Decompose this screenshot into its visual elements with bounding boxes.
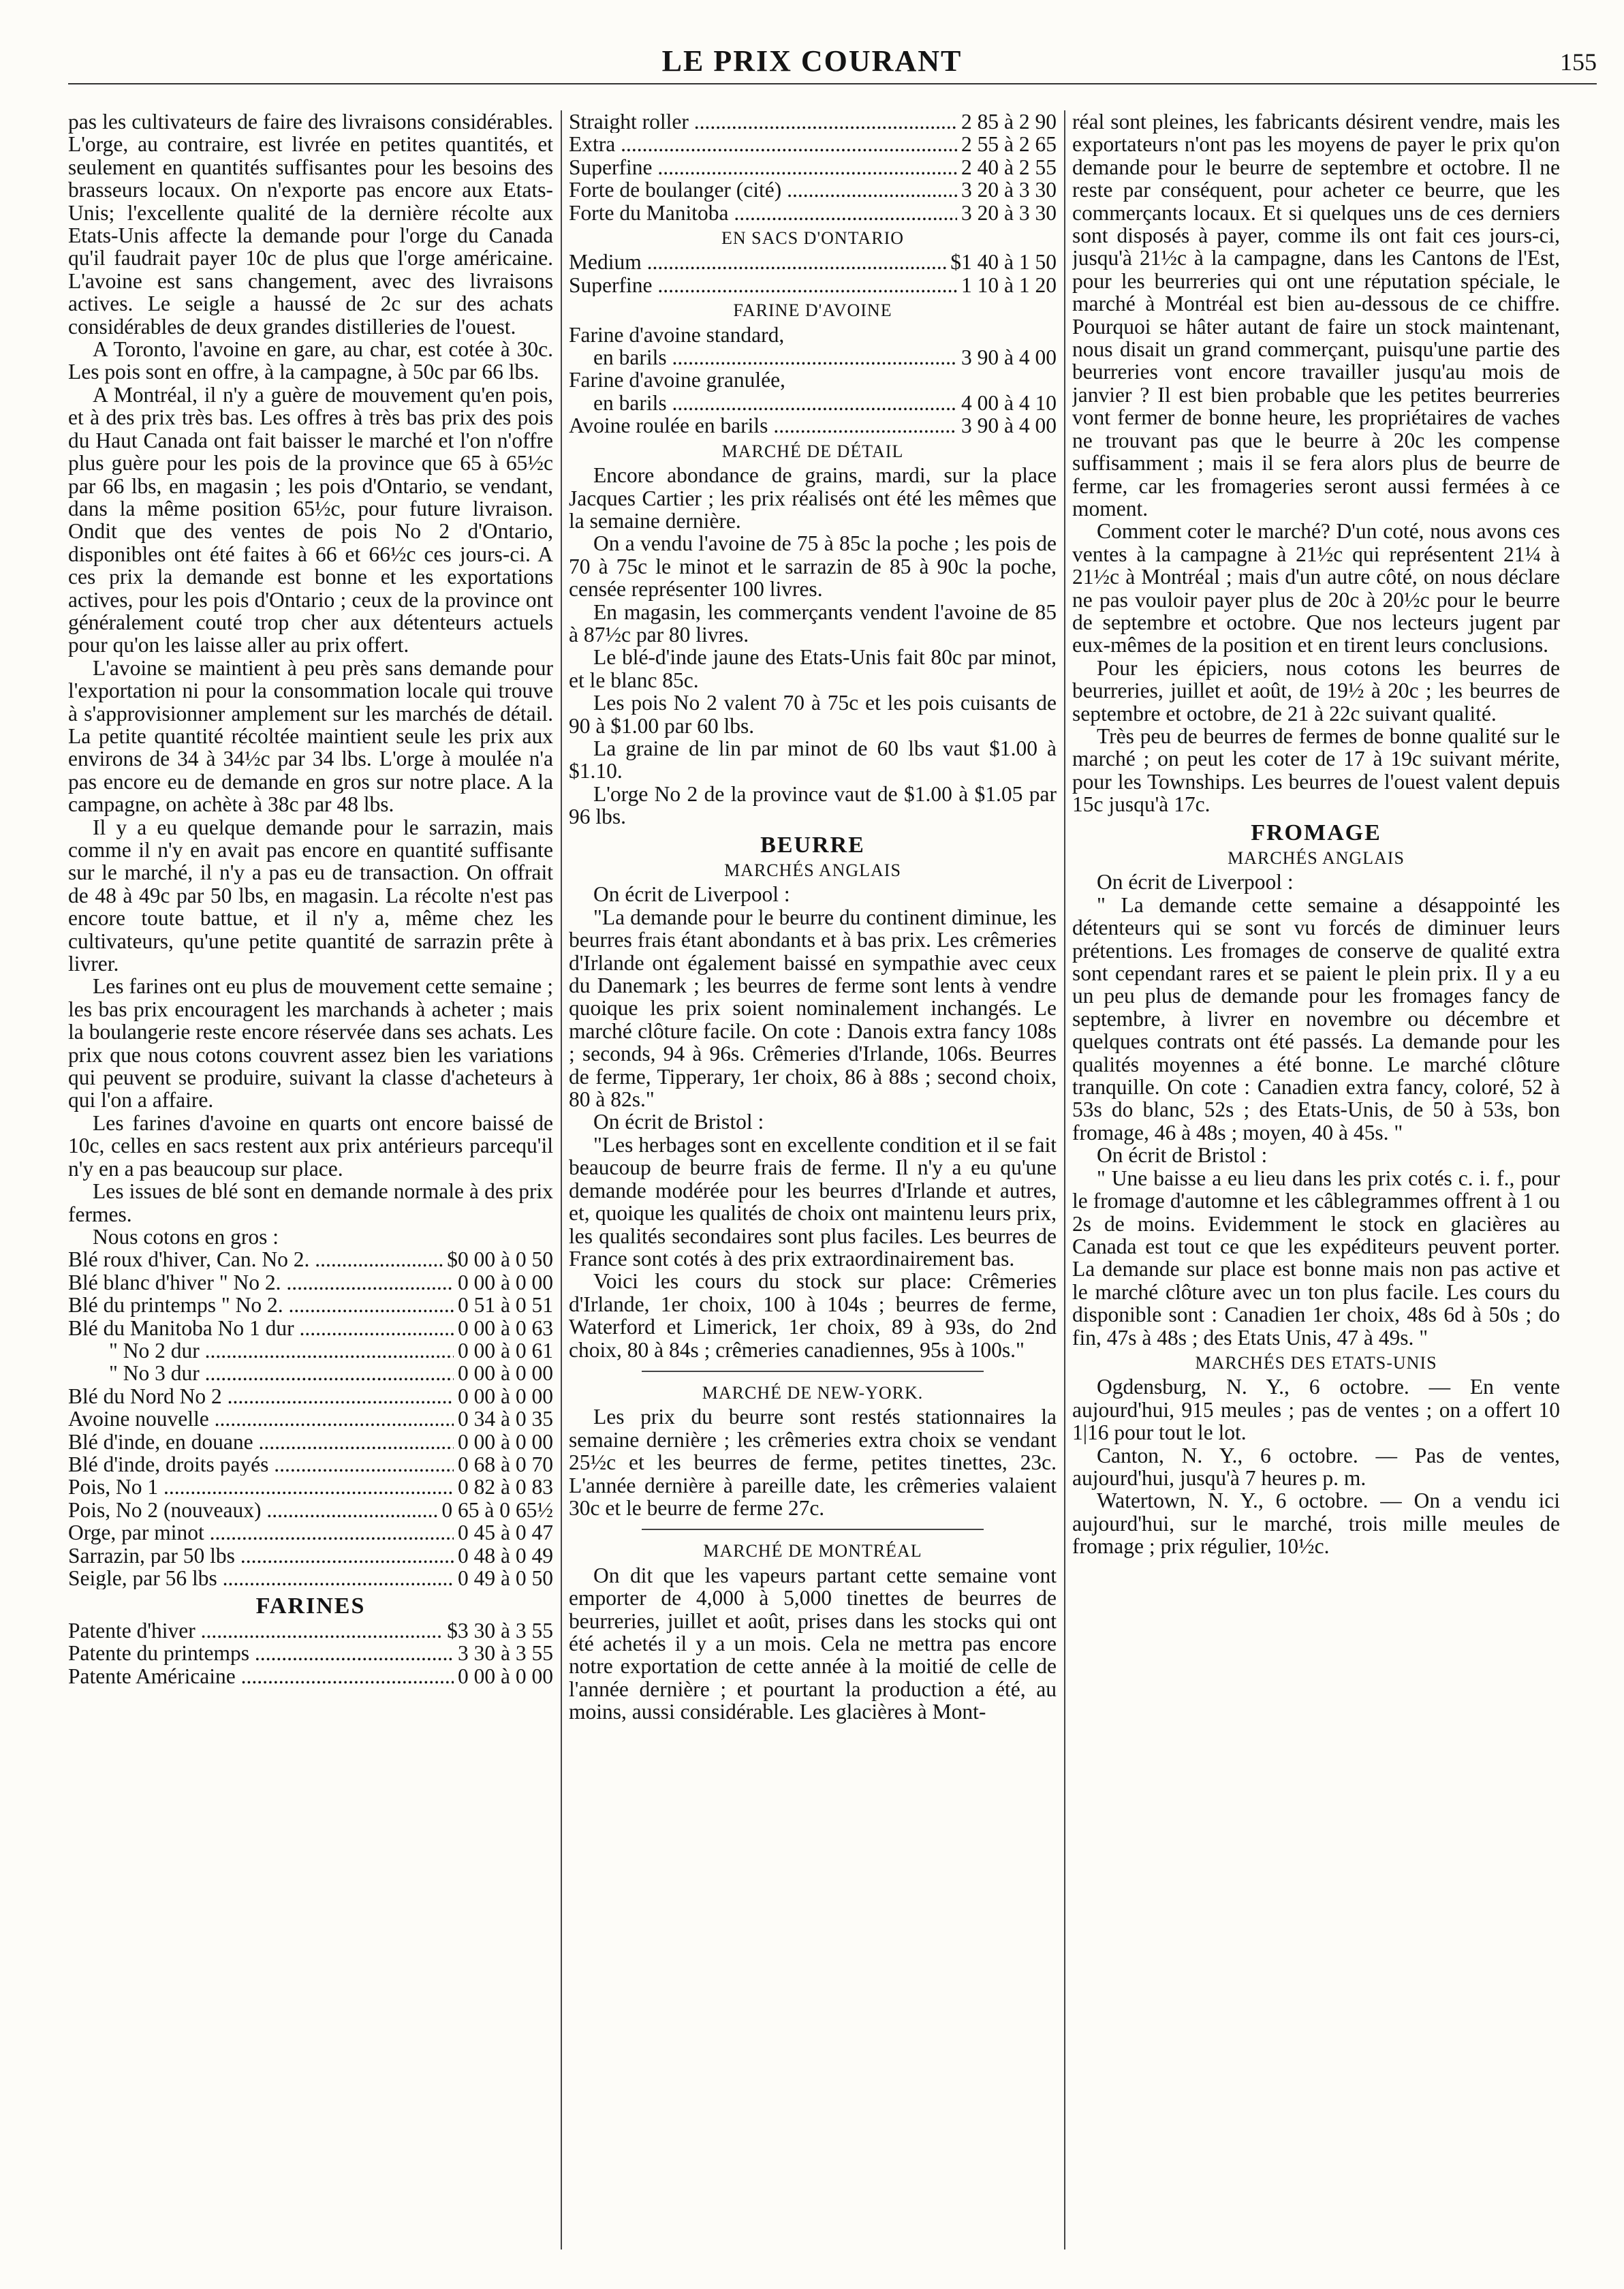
paragraph: Les farines d'avoine en quarts ont encore baissé de 10c, celles en sacs restent aux prix antérieurs parcequ'il n'y en a pas beaucoup sur place. xyxy=(68,1110,553,1181)
paragraph: pas les cultivateurs de faire des livraisons considérables. L'orge, au contraire, est livrée en petites quantités, et seulement en quantités suffisantes pour les besoins des brasseurs locaux. On n'exporte pas encore aux Etats-Unis; l'excellente qualité de la dernière récolte aux Etats-Unis affecte la demande pour l'orge du Canada qu'il faudrait payer 10c de plus que l'orge américaine. L'avoine est sans changement, avec des livraisons actives. Le seigle a haussé de 2c sur des achats considérables de deux grandes distilleries de l'ouest. xyxy=(68,110,553,339)
paragraph: L'orge No 2 de la province vaut de $1.00 à $1.05 par 96 lbs. xyxy=(569,781,1057,829)
price-row: Extra ..... 2 55 à 2 65 xyxy=(569,133,1057,155)
price-row: Avoine roulée en barils ..... 3 90 à 4 00 xyxy=(569,414,1057,437)
paragraph: Encore abondance de grains, mardi, sur la place Jacques Cartier ; les prix réalisés ont été les mêmes que la semaine dernière. xyxy=(569,463,1057,533)
price-row: Forte de boulanger (cité) ..... 3 20 à 3 30 xyxy=(569,178,1057,201)
price-row: Blé d'inde, en douane ..... 0 00 à 0 00 xyxy=(68,1431,553,1453)
price-row: Seigle, par 56 lbs ..... 0 49 à 0 50 xyxy=(68,1567,553,1589)
price-row: Medium ..... $1 40 à 1 50 xyxy=(569,251,1057,273)
paragraph: Ogdensburg, N. Y., 6 octobre. — En vente aujourd'hui, 915 meules ; pas de ventes ; on a offert 10 1|16 pour tout le lot. xyxy=(1072,1375,1560,1445)
paragraph: La graine de lin par minot de 60 lbs vaut $1.00 à $1.10. xyxy=(569,736,1057,783)
paragraph: "La demande pour le beurre du continent diminue, les beurres frais étant abondants et à bas prix. Les crêmeries d'Irlande ont également baissé en sympathie avec ceux du Danemark ; les beurres de ferme sont lents à vendre quoique les prix soient nominalement inchangés. Le marché clôture facile. On cote : Danois extra fancy 108s ; seconds, 94 à 96s. Crêmeries d'Irlande, 106s. Beurres de ferme, Tipperary, 1er choix, 86 à 88s ; second choix, 80 à 82s." xyxy=(569,905,1057,1112)
price-row: Superfine ..... 2 40 à 2 55 xyxy=(569,156,1057,178)
paragraph: Très peu de beurres de fermes de bonne qualité sur le marché ; on peut les coter de 17 à 19c suivant mérite, pour les Townships. Les beurres de l'ouest valent depuis 15c jusqu'à 17c. xyxy=(1072,723,1560,817)
price-row: Patente d'hiver ..... $3 30 à 3 55 xyxy=(68,1619,553,1642)
paragraph: " Une baisse a eu lieu dans les prix cotés c. i. f., pour le fromage d'automne et les câblegrammes offrent à 1 ou 2s de moins. Evidemment le stock en glacières au Canada est tout ce que les expéditeurs peuvent porter. La demande sur place est bonne mais non pas active et le marché clôture avec un ton plus facile. Les cours du disponible sont : Canadien 1er choix, 48s 6d à 50s ; do fin, 47s à 48s ; des Etats Unis, 47 à 49s. " xyxy=(1072,1166,1560,1350)
subheading-sacs-ontario: EN SACS D'ONTARIO xyxy=(721,228,905,249)
paragraph: Watertown, N. Y., 6 octobre. — On a vendu ici aujourd'hui, sur le marché, trois mille meules de fromage ; prix régulier, 10½c. xyxy=(1072,1489,1560,1559)
price-row: Orge, par minot ..... 0 45 à 0 47 xyxy=(68,1521,553,1544)
paragraph: Voici les cours du stock sur place: Crêmeries d'Irlande, 1er choix, 100 à 104s ; beurres de ferme, Waterford et Limerick, 1er choix, 89 à 93s, do 2nd choix, 80 à 84s ; crêmeries canadiennes, 95s à 100s." xyxy=(569,1269,1057,1362)
price-row: Pois, No 2 (nouveaux) ..... 0 65 à 0 65½ xyxy=(68,1499,553,1521)
column-2 xyxy=(569,110,1057,2256)
section-rule xyxy=(642,1529,983,1530)
subheading-etats-unis: MARCHÉS DES ETATS-UNIS xyxy=(1195,1352,1437,1373)
subheading-marches-anglais: MARCHÉS ANGLAIS xyxy=(724,860,901,880)
section-rule xyxy=(642,1371,983,1372)
section-heading-fromage: FROMAGE xyxy=(1251,820,1381,845)
price-row: Superfine ..... 1 10 à 1 20 xyxy=(569,274,1057,296)
paragraph: On dit que les vapeurs partant cette semaine vont emporter de 4,000 à 5,000 tinettes de beurres de beurreries, juillet et août, prises dans les stocks qui ont été achetés il y a un mois. Cela ne mettra pas encore notre exportation de cette année à la moitié de celle de l'année dernière ; et pourtant la production a été, au moins, aussi considérable. Les glacières à Mont- xyxy=(569,1563,1057,1724)
paragraph: On écrit de Liverpool : xyxy=(1097,870,1294,894)
subheading-farine-avoine: FARINE D'AVOINE xyxy=(733,300,892,321)
price-row: " No 3 dur ..... 0 00 à 0 00 xyxy=(68,1362,553,1384)
paragraph: L'avoine se maintient à peu près sans demande pour l'exportation ni pour la consommation locale qui trouve à s'approvisionner amplement sur les marchés de détail. La petite quantité récoltée maintient seule les prix aux environs de 34 à 34½c par 34 lbs. L'orge à moulée n'a pas encore eu de demande en gros sur notre place. A la campagne, on achète à 38c par 48 lbs. xyxy=(68,655,553,817)
paragraph: réal sont pleines, les fabricants désirent vendre, mais les exportateurs n'ont pas les moyens de payer le prix qu'on demande pour le beurre de septembre et octobre. Il ne reste par conséquent, pour acheter ce beurre, que les commerçants locaux. Et si quelques uns de ces derniers sont disposés à payer, comme ils ont fait ces jours-ci, jusqu'à 21½c à la campagne, dans les Cantons de l'Est, pour les beurreries qui ont une réputation spéciale, le marché à Montréal est bien au-dessous de ce chiffre. Pourquoi se hâter autant de faire un stock maintenant, nous disait un grand commerçant, puisqu'une partie des beurreries vont encore travailler jusqu'au mois de janvier ? Il est bien probable que les petites beurreries vont fermer de bonne heure, les propriétaires de vaches ne trouvant pas que le beurre à 20c les compense suffisamment ; mais il se fera alors plus de beurre de ferme, car les fromageries seront aussi fermées à ce moment. xyxy=(1072,110,1560,520)
paragraph: Le blé-d'inde jaune des Etats-Unis fait 80c par minot, et le blanc 85c. xyxy=(569,645,1057,692)
price-row: Blé blanc d'hiver " No 2. ..... 0 00 à 0 00 xyxy=(68,1271,553,1294)
paragraph: Les prix du beurre sont restés stationnaires la semaine dernière ; les crêmeries extra choix se vendant 25½c et les beurres de ferme, petites tinettes, 23c. L'année dernière à pareille date, les crêmeries valaient 30c et le beurre de ferme 27c. xyxy=(569,1405,1057,1520)
paragraph: A Montréal, il n'y a guère de mouvement qu'en pois, et à des prix très bas. Les offres à très bas prix des pois du Haut Canada ont fait baisser le marché et l'on n'offre plus guère pour les pois de la province que 65 à 65½c par 66 lbs, en magasin ; les pois d'Ontario, se vendant, dans la même position 65½c, pour future livraison. Ondit que des ventes de pois No 2 d'Ontario, disponibles ont été faites à 66 et 66½c ces jours-ci. A ces prix la demande est bonne et les exportations actives, pour les pois d'Ontario ; ceux de la province ont généralement couté trop cher aux détenteurs actuels pour qu'on les laisse aller au prix offert. xyxy=(68,382,553,657)
paragraph: En magasin, les commerçants vendent l'avoine de 85 à 87½c par 80 livres. xyxy=(569,600,1057,647)
price-row: Blé roux d'hiver, Can. No 2. ..... $0 00 à 0 50 xyxy=(68,1248,553,1271)
subheading-marche-detail: MARCHÉ DE DÉTAIL xyxy=(721,441,904,461)
price-row: Blé d'inde, droits payés ..... 0 68 à 0 70 xyxy=(68,1453,553,1476)
paragraph: " La demande cette semaine a désappointé les détenteurs qui se sont vu forcés de diminuer leurs prétentions. Les fromages de conserve de qualité extra sont cependant rares et se paient le plein prix. Il y a eu un peu plus de demande pour les fromages fancy de septembre, à livrer en novembre ou décembre et quelques contrats ont été passés. La demande pour les qualités moyennes a été bonne. Le marché clôture tranquille. On cote : Canadien extra fancy, coloré, 52 à 53s do blanc, 52s ; des Etats-Unis, de 50 à 53s, bon fromage, 46 à 48s ; moyen, 40 à 45s. " xyxy=(1072,892,1560,1144)
flour-price-list xyxy=(68,1619,553,1687)
running-header xyxy=(0,44,1624,84)
price-row: " No 2 dur ..... 0 00 à 0 61 xyxy=(68,1339,553,1362)
section-heading-farines: FARINES xyxy=(255,1593,366,1619)
paragraph: "Les herbages sont en excellente condition et il se fait beaucoup de beurre frais de ferme. Il n'y a eu qu'une demande modérée pour les beurres d'Irlande et autres, et, quoique les qualités de choix ont maintenu leurs prix, les qualités secondaires sont plus faciles. Les beurres de France sont cotés à des prix extraordinairement bas. xyxy=(569,1132,1057,1271)
price-label: Farine d'avoine standard, xyxy=(569,322,785,347)
paragraph: Les farines ont eu plus de mouvement cette semaine ; les bas prix encouragent les marchands à acheter ; mais la boulangerie reste encore réservée dans ses achats. Les prix que nous cotons couvrent assez bien les variations qui peuvent se produire, suivant la classe d'acheteurs à qui l'on a affaire. xyxy=(68,974,553,1112)
paragraph: Les pois No 2 valent 70 à 75c et les pois cuisants de 90 à $1.00 par 60 lbs. xyxy=(569,691,1057,738)
paragraph: On écrit de Bristol : xyxy=(1097,1143,1268,1168)
header-rule xyxy=(68,83,1597,84)
price-row: Patente du printemps ..... 3 30 à 3 55 xyxy=(68,1642,553,1664)
subheading-new-york: MARCHÉ DE NEW-YORK. xyxy=(702,1382,924,1403)
price-row: Sarrazin, par 50 lbs ..... 0 48 à 0 49 xyxy=(68,1544,553,1567)
column-divider xyxy=(1064,110,1065,2249)
page-number: 155 xyxy=(1560,48,1597,76)
paragraph: On écrit de Bristol : xyxy=(593,1110,764,1134)
price-row: Pois, No 1 ..... 0 82 à 0 83 xyxy=(68,1476,553,1498)
paragraph: Canton, N. Y., 6 octobre. — Pas de ventes, aujourd'hui, jusqu'à 7 heures p. m. xyxy=(1072,1443,1560,1490)
subheading-montreal: MARCHÉ DE MONTRÉAL xyxy=(703,1541,922,1561)
section-heading-beurre: BEURRE xyxy=(760,832,865,858)
price-row: Blé du Manitoba No 1 dur ..... 0 00 à 0 63 xyxy=(68,1317,553,1339)
subheading-marches-anglais: MARCHÉS ANGLAIS xyxy=(1228,848,1405,868)
paragraph: Les issues de blé sont en demande normale à des prix fermes. xyxy=(68,1179,553,1226)
price-row: Blé du printemps " No 2. ..... 0 51 à 0 51 xyxy=(68,1294,553,1316)
column-1 xyxy=(68,110,553,2256)
column-3 xyxy=(1072,110,1560,2256)
paragraph: On écrit de Liverpool : xyxy=(593,882,790,907)
paragraph: Il y a eu quelque demande pour le sarrazin, mais comme il n'y en avait pas encore en quantité suffisante sur le marché, il n'y a pas eu de transaction. On offrait de 48 à 49c par 50 lbs, en magasin. La récolte n'est pas encore toute battue, et il n'y a, même chez les cultivateurs, qu'une petite quantité de sarrazin prête à livrer. xyxy=(68,815,553,976)
paragraph: On a vendu l'avoine de 75 à 85c la poche ; les pois de 70 à 75c le minot et le sarrazin de 85 à 90c la poche, censée représenter 100 livres. xyxy=(569,531,1057,602)
column-divider xyxy=(561,110,562,2249)
price-row: Forte du Manitoba ..... 3 20 à 3 30 xyxy=(569,202,1057,224)
price-label: Farine d'avoine granulée, xyxy=(569,368,785,392)
paragraph: Nous cotons en gros : xyxy=(93,1224,279,1249)
price-row: Straight roller ..... 2 85 à 2 90 xyxy=(569,110,1057,133)
price-row: Avoine nouvelle ..... 0 34 à 0 35 xyxy=(68,1407,553,1430)
paragraph: Comment coter le marché? D'un coté, nous avons ces ventes à la campagne à 21½c qui représentent 21¼ à 21½c à Montréal ; mais d'un autre côté, on nous déclare ne pas vouloir payer plus de 20c à 20½c pour le beurre de septembre et octobre. Que nos lecteurs jugent par eux-mêmes de la position et en tirent leurs conclusions. xyxy=(1072,519,1560,657)
price-row: en barils ..... 4 00 à 4 10 xyxy=(569,392,1057,414)
price-row: Blé du Nord No 2 ..... 0 00 à 0 00 xyxy=(68,1385,553,1407)
price-row: en barils ..... 3 90 à 4 00 xyxy=(569,346,1057,369)
paragraph: Pour les épiciers, nous cotons les beurres de beurreries, juillet et août, de 19½ à 20c ; les beurres de septembre et octobre, de 21 à 22c suivant qualité. xyxy=(1072,655,1560,726)
page-title: LE PRIX COURANT xyxy=(661,44,963,78)
wholesale-price-list xyxy=(68,1248,553,1589)
paragraph: A Toronto, l'avoine en gare, au char, est cotée à 30c. Les pois sont en offre, à la campagne, à 50c par 66 lbs. xyxy=(68,337,553,384)
price-row: Patente Américaine ..... 0 00 à 0 00 xyxy=(68,1665,553,1687)
